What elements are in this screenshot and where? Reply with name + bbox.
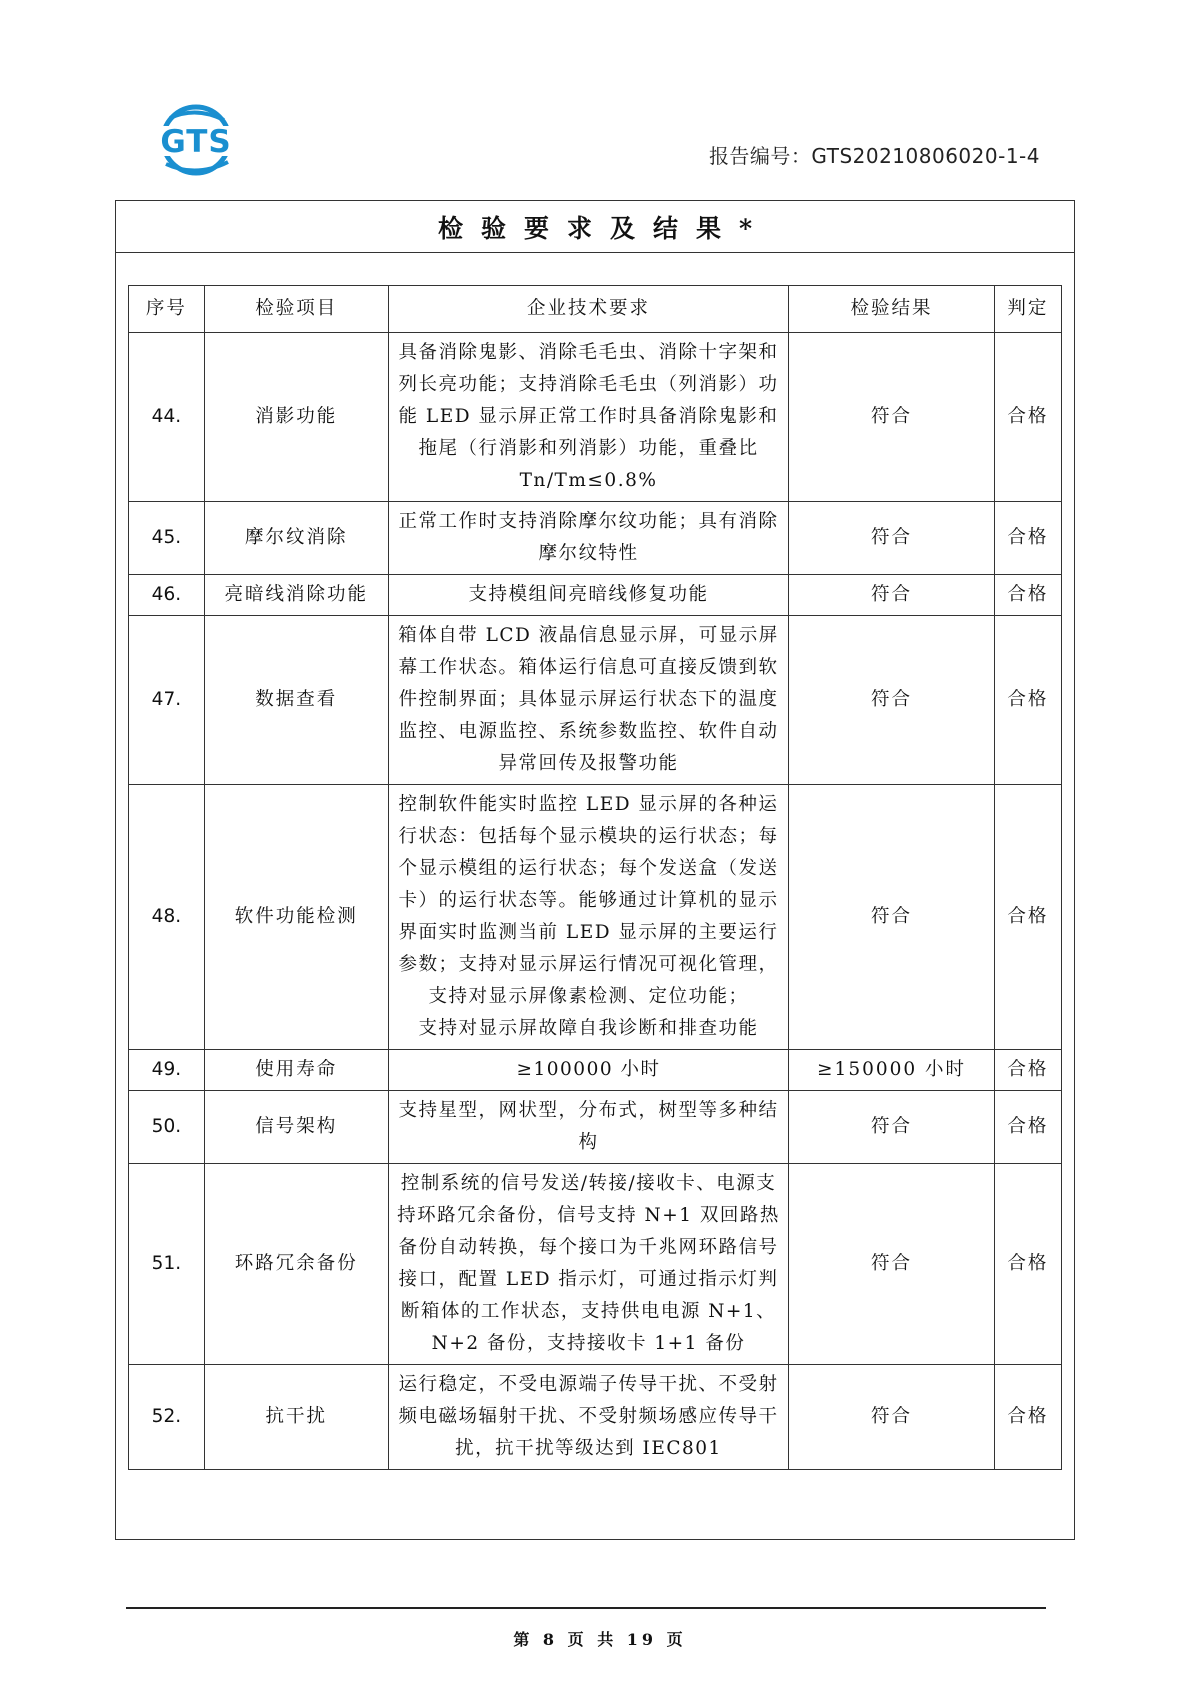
row-number: 47.: [129, 616, 205, 785]
technical-requirement: 正常工作时支持消除摩尔纹功能；具有消除摩尔纹特性: [388, 502, 788, 575]
inspection-item: 摩尔纹消除: [204, 502, 388, 575]
table-row: [129, 1050, 1062, 1091]
table-row: [129, 1091, 1062, 1164]
inspection-result: ≥150000 小时: [789, 1050, 995, 1091]
technical-requirement: ≥100000 小时: [388, 1050, 788, 1091]
column-header-no: 序号: [129, 286, 205, 333]
row-number: 52.: [129, 1365, 205, 1470]
table-row: [129, 333, 1062, 502]
column-header-requirement: 企业技术要求: [388, 286, 788, 333]
inspection-item: 信号架构: [204, 1091, 388, 1164]
company-logo: [140, 100, 252, 182]
inspection-result: 符合: [789, 1164, 995, 1365]
table-header-row: [129, 286, 1062, 333]
technical-requirement: 控制系统的信号发送/转接/接收卡、电源支持环路冗余备份，信号支持 N+1 双回路热备份自动转换，每个接口为千兆网环路信号接口，配置 LED 指示灯，可通过指示灯判断箱体的工作状态，支持供电电源 N+1、N+2 备份，支持接收卡 1+1 备份: [388, 1164, 788, 1365]
page-number: 第 8 页 共 19 页: [513, 1630, 687, 1649]
inspection-item: 环路冗余备份: [204, 1164, 388, 1365]
technical-requirement: 支持星型，网状型，分布式，树型等多种结构: [388, 1091, 788, 1164]
column-header-result: 检验结果: [789, 286, 995, 333]
inspection-result: 符合: [789, 1091, 995, 1164]
inspection-result: 符合: [789, 785, 995, 1050]
section-title: 检验要求及结果*: [116, 201, 1074, 253]
verdict: 合格: [994, 785, 1061, 1050]
inspection-result: 符合: [789, 502, 995, 575]
results-table: [128, 285, 1062, 1470]
footer-divider: [126, 1607, 1046, 1609]
inspection-item: 消影功能: [204, 333, 388, 502]
inspection-item: 软件功能检测: [204, 785, 388, 1050]
inspection-result: 符合: [789, 616, 995, 785]
technical-requirement: 具备消除鬼影、消除毛毛虫、消除十字架和列长亮功能；支持消除毛毛虫（列消影）功能 LED 显示屏正常工作时具备消除鬼影和拖尾（行消影和列消影）功能，重叠比 Tn/Tm≤0.8%: [388, 333, 788, 502]
table-row: [129, 1365, 1062, 1470]
technical-requirement: 控制软件能实时监控 LED 显示屏的各种运行状态：包括每个显示模块的运行状态；每个显示模组的运行状态；每个发送盒（发送卡）的运行状态等。能够通过计算机的显示界面实时监测当前 LED 显示屏的主要运行参数；支持对显示屏运行情况可视化管理，支持对显示屏像素检测、定位功能； 支持对显示屏故障自我诊断和排查功能: [388, 785, 788, 1050]
verdict: 合格: [994, 1365, 1061, 1470]
row-number: 48.: [129, 785, 205, 1050]
results-frame: [115, 200, 1075, 1540]
logo-text: GTS: [160, 124, 232, 160]
column-header-item: 检验项目: [204, 286, 388, 333]
verdict: 合格: [994, 1091, 1061, 1164]
inspection-result: 符合: [789, 575, 995, 616]
row-number: 45.: [129, 502, 205, 575]
verdict: 合格: [994, 333, 1061, 502]
report-number: 报告编号：GTS20210806020-1-4: [708, 144, 1040, 168]
inspection-result: 符合: [789, 1365, 995, 1470]
verdict: 合格: [994, 1050, 1061, 1091]
row-number: 44.: [129, 333, 205, 502]
inspection-item: 抗干扰: [204, 1365, 388, 1470]
inspection-item: 亮暗线消除功能: [204, 575, 388, 616]
row-number: 50.: [129, 1091, 205, 1164]
technical-requirement: 支持模组间亮暗线修复功能: [388, 575, 788, 616]
verdict: 合格: [994, 575, 1061, 616]
column-header-verdict: 判定: [994, 286, 1061, 333]
table-row: [129, 616, 1062, 785]
gts-globe-logo-icon: [140, 100, 252, 182]
inspection-item: 数据查看: [204, 616, 388, 785]
verdict: 合格: [994, 502, 1061, 575]
technical-requirement: 运行稳定，不受电源端子传导干扰、不受射频电磁场辐射干扰、不受射频场感应传导干扰，抗干扰等级达到 IEC801: [388, 1365, 788, 1470]
row-number: 46.: [129, 575, 205, 616]
verdict: 合格: [994, 1164, 1061, 1365]
inspection-result: 符合: [789, 333, 995, 502]
table-row: [129, 1164, 1062, 1365]
inspection-item: 使用寿命: [204, 1050, 388, 1091]
row-number: 51.: [129, 1164, 205, 1365]
verdict: 合格: [994, 616, 1061, 785]
row-number: 49.: [129, 1050, 205, 1091]
technical-requirement: 箱体自带 LCD 液晶信息显示屏，可显示屏幕工作状态。箱体运行信息可直接反馈到软件控制界面；具体显示屏运行状态下的温度监控、电源监控、系统参数监控、软件自动异常回传及报警功能: [388, 616, 788, 785]
table-row: [129, 575, 1062, 616]
table-row: [129, 785, 1062, 1050]
table-row: [129, 502, 1062, 575]
